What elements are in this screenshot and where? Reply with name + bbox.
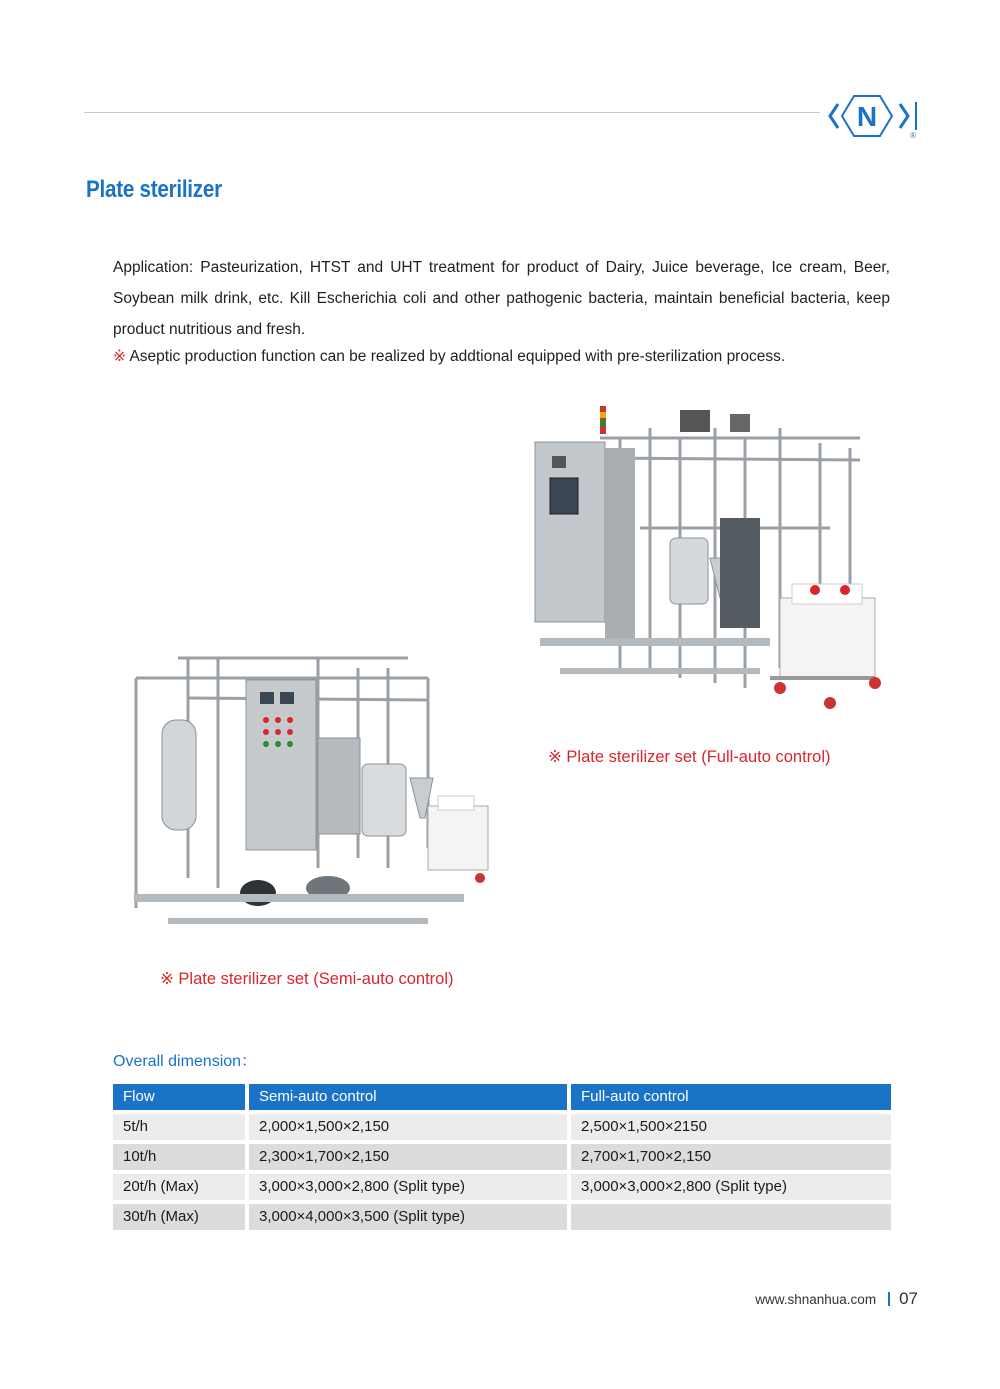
table-row — [113, 1204, 891, 1230]
semi-auto-cell: 3,000×3,000×2,800 (Split type) — [249, 1174, 567, 1200]
flow-cell: 10t/h — [113, 1144, 245, 1170]
logo-mark: N — [856, 101, 878, 132]
semi-auto-cell: 2,300×1,700×2,150 — [249, 1144, 567, 1170]
flow-cell: 5t/h — [113, 1114, 245, 1140]
registered-mark: ® — [910, 131, 916, 140]
full-auto-cell: 2,500×1,500×2150 — [571, 1114, 891, 1140]
caption-full-auto: ※ Plate sterilizer set (Full-auto control) — [548, 748, 831, 766]
full-auto-cell — [571, 1204, 891, 1230]
full-auto-cell: 2,700×1,700×2,150 — [571, 1144, 891, 1170]
dimension-table — [113, 1084, 891, 1234]
table-header-row — [113, 1084, 891, 1110]
semi-auto-cell: 2,000×1,500×2,150 — [249, 1114, 567, 1140]
flow-cell: 30t/h (Max) — [113, 1204, 245, 1230]
page-footer — [755, 1289, 918, 1309]
aseptic-note — [113, 343, 903, 371]
table-row — [113, 1144, 891, 1170]
page-number: 07 — [899, 1289, 918, 1308]
header-flow: Flow — [113, 1084, 245, 1110]
semi-auto-cell: 3,000×4,000×3,500 (Split type) — [249, 1204, 567, 1230]
header-semi-auto: Semi-auto control — [249, 1084, 567, 1110]
full-auto-cell: 3,000×3,000×2,800 (Split type) — [571, 1174, 891, 1200]
company-logo — [828, 92, 920, 140]
caption-semi-auto: ※ Plate sterilizer set (Semi-auto control) — [160, 970, 454, 988]
application-text: Application: Pasteurization, HTST and UHT treatment for product of Dairy, Juice beverage, Ice cream, Beer, Soybean milk drink, etc. Kill Escherichia coli and other pathogenic bacteria, maintain beneficial bacteria, keep product nutritious and fresh. — [113, 259, 890, 338]
flow-cell: 20t/h (Max) — [113, 1174, 245, 1200]
header-rule — [84, 112, 820, 113]
note-text: Aseptic production function can be realized by addtional equipped with pre-sterilization process. — [126, 348, 786, 365]
table-row — [113, 1174, 891, 1200]
header-full-auto: Full-auto control — [571, 1084, 891, 1110]
footer-divider — [888, 1292, 890, 1306]
table-row — [113, 1114, 891, 1140]
full-auto-sterilizer-image — [530, 398, 892, 720]
semi-auto-sterilizer-image — [128, 628, 500, 950]
page-title: Plate sterilizer — [86, 176, 222, 203]
website-link[interactable]: www.shnanhua.com — [755, 1291, 877, 1307]
note-symbol: ※ — [113, 348, 126, 365]
overall-dimension-label: Overall dimension： — [113, 1053, 258, 1070]
